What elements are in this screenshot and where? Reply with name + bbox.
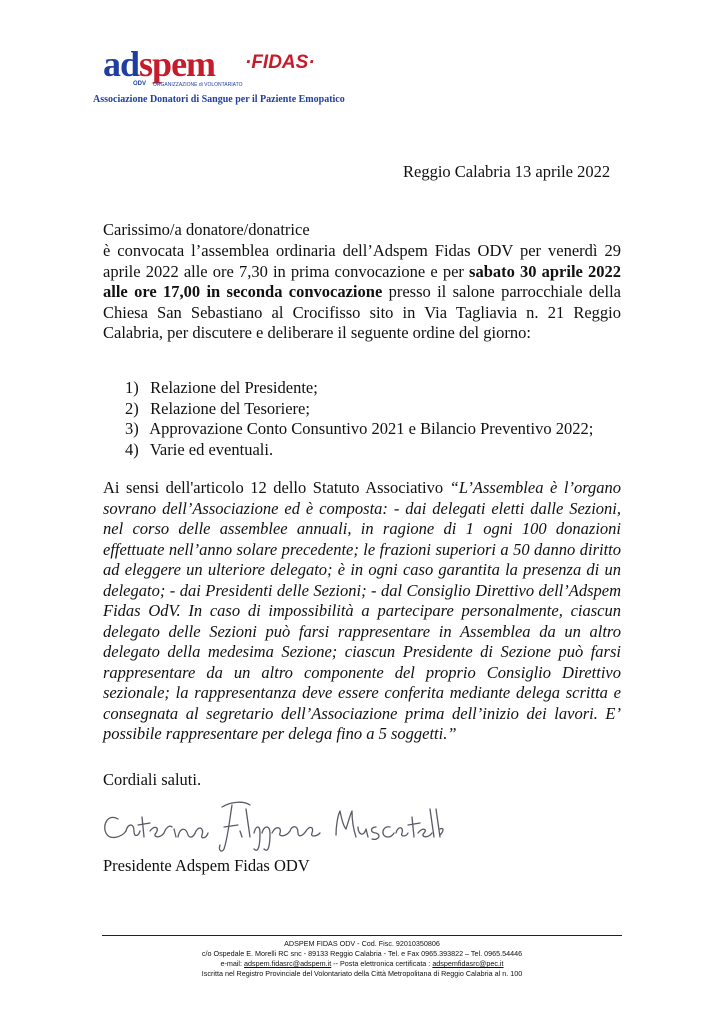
letter-date: Reggio Calabria 13 aprile 2022 — [403, 162, 611, 181]
statute-lead: Ai sensi dell'articolo 12 dello Statuto Associativo — [103, 478, 450, 497]
footer-email-label: e-mail: — [220, 959, 245, 968]
salutation: Carissimo/a donatore/donatrice — [103, 220, 310, 239]
footer-pec-label: -- Posta elettronica certificata : — [331, 959, 433, 968]
convocation-paragraph — [103, 241, 621, 344]
footer-line-1: ADSPEM FIDAS ODV - Cod. Fisc. 92010350806 — [284, 939, 440, 948]
convocation-second-call: sabato 30 aprile 2022 alle ore 17,00 in seconda convocazione — [103, 261, 622, 301]
footer-pec-link[interactable]: adspemfidasrc@pec.it — [432, 959, 504, 968]
agenda-list — [125, 378, 593, 460]
agenda-item — [125, 419, 593, 440]
letterhead-footer — [102, 939, 622, 979]
handwritten-signature — [100, 787, 445, 857]
footer-divider — [102, 935, 622, 936]
footer-line-4: Iscritta nel Registro Provinciale del Volontariato della Città Metropolitana di Reggio Calabria al n. 100 — [201, 969, 523, 978]
agenda-item-text: Relazione del Presidente; — [150, 378, 318, 397]
logo-odv: ODV — [133, 81, 147, 87]
agenda-item — [125, 378, 593, 399]
statute-paragraph — [103, 478, 621, 745]
agenda-item-text: Relazione del Tesoriere; — [150, 398, 310, 418]
convocation-text-1: è convocata l’assemblea ordinaria dell’Adspem Fidas ODV per venerdì 29 aprile 2022 alle ore 7,30 in prima convocazione e per — [103, 241, 621, 281]
logo-ad: ad — [103, 44, 140, 84]
agenda-item-number: 4) — [125, 439, 139, 459]
agenda-item-text: Approvazione Conto Consuntivo 2021 e Bilancio Preventivo 2022; — [149, 419, 594, 438]
agenda-item — [125, 440, 593, 461]
footer-email-link[interactable]: adspem.fidasrc@adspem.it — [244, 959, 332, 968]
logo-spem: spem — [139, 44, 216, 84]
agenda-item-number: 1) — [125, 378, 139, 397]
statute-quote: “L’Assemblea è l’organo sovrano dell’Associazione ed è composta: - dai delegati eletti dalle Sezioni, nel corso delle assemblee annuali, in ragione di 1 ogni 100 donazioni effettuate nell’anno solare precedente; le frazioni superiori a 50 danno diritto ad eleggere un ulteriore delegato; è in ogni caso garantita la presenza di un delegato; - dai Presidenti delle Sezioni; - dal Consiglio Direttivo dell’Adspem Fidas OdV. In caso di impossibilità a partecipare personalmente, ciascun delegato delle Sezioni può farsi rappresentare in Assemblea da un altro delegato della medesima Sezione; ciascun Presidente di Sezione può farsi rappresentare da un altro componente del proprio Consiglio Direttivo sezionale; la rappresentanza deve essere conferita mediante delega scritta e consegnata al segretario dell’Associazione prima dell’inizio dei lavori. E’ possibile rappresentare per delega fino a 5 soggetti.” — [103, 478, 622, 743]
logo-subtitle: Associazione Donatori di Sangue per il Paziente Emopatico — [93, 94, 345, 105]
closing: Cordiali saluti. — [103, 770, 202, 789]
agenda-item-text: Varie ed eventuali. — [149, 439, 274, 459]
logo-fidas: ·FIDAS· — [245, 52, 315, 73]
logo-wordmark — [103, 46, 215, 82]
convocation-text-2: presso il salone parrocchiale della Chiesa San Sebastiano al Crocifisso sito in Via Tagliavia n. 21 Reggio Calabria, per discutere e deliberare il seguente ordine del giorno: — [103, 282, 621, 342]
agenda-item — [125, 399, 593, 420]
adspem-fidas-logo — [93, 44, 345, 116]
agenda-item-number: 3) — [125, 419, 139, 438]
footer-line-2: c/o Ospedale E. Morelli RC snc - 89133 Reggio Calabria - Tel. e Fax 0965.393822 – Tel. 0965.54446 — [201, 949, 523, 958]
footer-line-3 — [102, 959, 622, 969]
signer-title: Presidente Adspem Fidas ODV — [103, 856, 310, 875]
logo-org-type: ORGANIZZAZIONE di VOLONTARIATO — [153, 82, 243, 88]
agenda-item-number: 2) — [125, 398, 139, 418]
